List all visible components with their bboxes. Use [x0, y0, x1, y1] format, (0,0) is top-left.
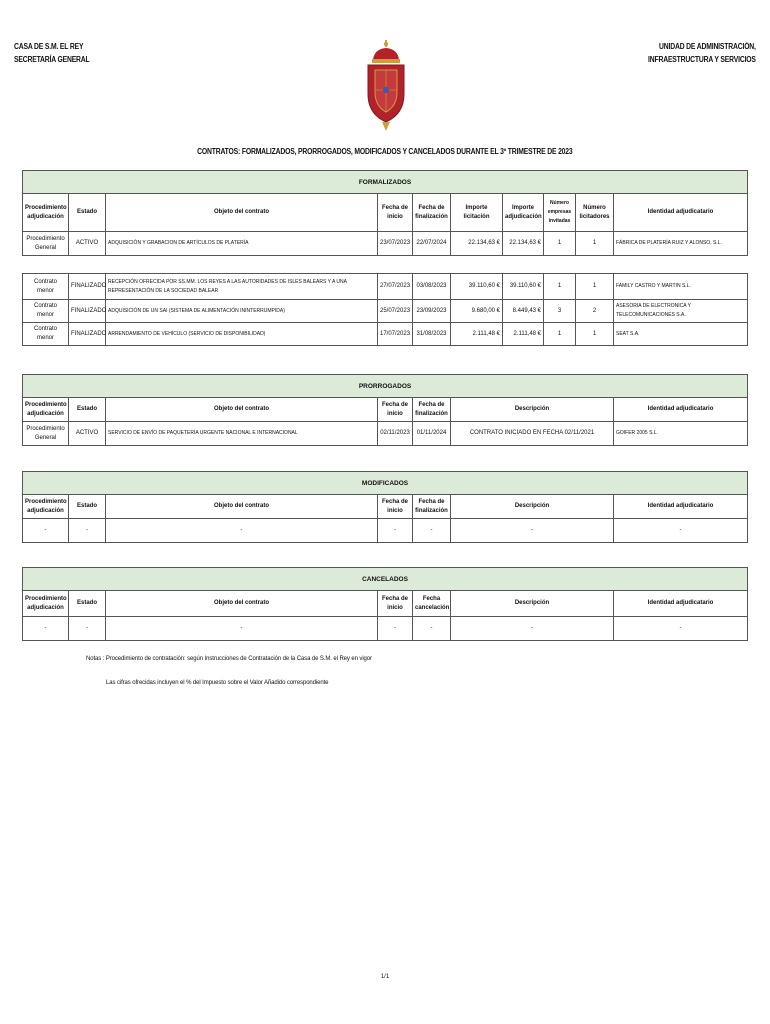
cell-objeto: ADQUISICIÓN DE UN SAI (SISTEMA DE ALIMENTACIÓN ININTERRUMPIDA)	[106, 300, 378, 323]
header-estado: Estado	[69, 398, 106, 422]
cell-fecha-fin: 23/09/2023	[413, 300, 451, 323]
header-identidad-adjudicatario: Identidad adjudicatario	[614, 194, 748, 232]
cell-empty: -	[378, 519, 413, 543]
header-identidad-adjudicatario: Identidad adjudicatario	[614, 398, 748, 422]
header-procedimiento: Procedimiento adjudicación	[23, 194, 69, 232]
header-descripcion: Descripción	[451, 591, 614, 617]
header-descripcion: Descripción	[451, 495, 614, 519]
cell-procedimiento: Procedimiento General	[23, 422, 69, 446]
header-estado: Estado	[69, 495, 106, 519]
cell-descripcion: CONTRATO INICIADO EN FECHA 02/11/2021	[451, 422, 614, 446]
cell-empty: -	[23, 617, 69, 641]
page-number: 1/1	[380, 974, 390, 980]
header-left	[14, 40, 90, 66]
cell-empty: -	[106, 617, 378, 641]
document-title	[0, 147, 770, 156]
cell-licitadores: 1	[576, 232, 614, 256]
header-left-line2: SECRETARÍA GENERAL	[14, 55, 90, 64]
cell-importe-licitacion: 39.110,60 €	[451, 274, 503, 300]
table-row	[23, 232, 748, 256]
table-row	[23, 422, 748, 446]
header-right-line1: UNIDAD DE ADMINISTRACIÓN,	[659, 42, 756, 51]
cell-empty: -	[378, 617, 413, 641]
cell-invitadas: 1	[544, 274, 576, 300]
cancelados-section-title: CANCELADOS	[23, 568, 748, 591]
header-procedimiento: Procedimiento adjudicación	[23, 398, 69, 422]
table-row	[23, 274, 748, 300]
cell-objeto: SERVICIO DE ENVÍO DE PAQUETERÍA URGENTE NACIONAL E INTERNACIONAL	[106, 422, 378, 446]
header-fecha-inicio: Fecha de inicio	[378, 398, 413, 422]
header-fecha-finalizacion: Fecha de finalización	[413, 194, 451, 232]
cell-empty: -	[69, 617, 106, 641]
cell-importe-adjudicacion: 22.134,63 €	[503, 232, 544, 256]
cell-fecha-fin: 31/08/2023	[413, 323, 451, 346]
header-fecha-inicio: Fecha de inicio	[378, 591, 413, 617]
cell-estado: FINALIZADO	[69, 323, 106, 346]
cell-licitadores: 2	[576, 300, 614, 323]
header-right-line2: INFRAESTRUCTURA Y SERVICIOS	[648, 55, 756, 64]
header-procedimiento: Procedimiento adjudicación	[23, 495, 69, 519]
header-identidad-adjudicatario: Identidad adjudicatario	[614, 495, 748, 519]
modificados-section-title: MODIFICADOS	[23, 472, 748, 495]
cell-fecha-fin: 03/08/2023	[413, 274, 451, 300]
cell-empty: -	[614, 519, 748, 543]
header-fecha-finalizacion: Fecha de finalización	[413, 495, 451, 519]
notes-line-2: Las cifras ofrecidas incluyen el % del Impuesto sobre el Valor Añadido correspondiente	[106, 680, 329, 686]
cell-empty: -	[614, 617, 748, 641]
header-estado: Estado	[69, 591, 106, 617]
cell-fecha-inicio: 27/07/2023	[378, 274, 413, 300]
cell-importe-licitacion: 22.134,63 €	[451, 232, 503, 256]
cell-fecha-inicio: 17/07/2023	[378, 323, 413, 346]
cell-fecha-inicio: 25/07/2023	[378, 300, 413, 323]
cell-estado: FINALIZADO	[69, 300, 106, 323]
cell-empty: -	[106, 519, 378, 543]
header-right	[648, 40, 756, 66]
header-identidad-adjudicatario: Identidad adjudicatario	[614, 591, 748, 617]
table-row	[23, 323, 748, 346]
cell-adjudicatario: ASESORIA DE ELECTRONICA Y TELECOMUNICACIONES S.A.	[614, 300, 748, 323]
header-fecha-inicio: Fecha de inicio	[378, 495, 413, 519]
cell-estado: FINALIZADO	[69, 274, 106, 300]
royal-crest-icon	[362, 38, 410, 134]
notes-line-1: Notas : Procedimiento de contratación: según Instrucciones de Contratación de la Casa de S.M. el Rey en vigor	[86, 656, 372, 662]
cell-adjudicatario: FAMILY CASTRO Y MARTIN S.L.	[614, 274, 748, 300]
header-fecha-finalizacion: Fecha de finalización	[413, 398, 451, 422]
cell-estado: ACTIVO	[69, 422, 106, 446]
cell-procedimiento: Contrato menor	[23, 274, 69, 300]
header-estado: Estado	[69, 194, 106, 232]
table-row	[23, 519, 748, 543]
document-title-text: CONTRATOS: FORMALIZADOS, PRORROGADOS, MODIFICADOS Y CANCELADOS DURANTE EL 3º TRIMESTRE DE 2023	[197, 147, 573, 156]
header-descripcion: Descripción	[451, 398, 614, 422]
cell-empty: -	[413, 617, 451, 641]
cell-invitadas: 3	[544, 300, 576, 323]
cell-importe-licitacion: 2.111,48 €	[451, 323, 503, 346]
header-numero-licitadores: Número licitadores	[576, 194, 614, 232]
header-objeto: Objeto del contrato	[106, 495, 378, 519]
table-row	[23, 300, 748, 323]
header-fecha-cancelacion: Fecha cancelación	[413, 591, 451, 617]
header-procedimiento: Procedimiento adjudicación	[23, 591, 69, 617]
cell-fecha-inicio: 23/07/2023	[378, 232, 413, 256]
cell-empty: -	[451, 519, 614, 543]
cell-licitadores: 1	[576, 274, 614, 300]
cell-adjudicatario: SEAT S.A.	[614, 323, 748, 346]
cell-procedimiento: Contrato menor	[23, 323, 69, 346]
cell-importe-adjudicacion: 8.449,43 €	[503, 300, 544, 323]
header-importe-adjudicacion: Importe adjudicación	[503, 194, 544, 232]
cell-importe-adjudicacion: 39.110,60 €	[503, 274, 544, 300]
cell-procedimiento: Contrato menor	[23, 300, 69, 323]
table-row	[23, 617, 748, 641]
header-objeto: Objeto del contrato	[106, 398, 378, 422]
cell-objeto: ARRENDAMIENTO DE VEHÍCULO (SERVICIO DE DISPONIBILIDAD)	[106, 323, 378, 346]
header-fecha-inicio: Fecha de inicio	[378, 194, 413, 232]
cell-licitadores: 1	[576, 323, 614, 346]
cell-objeto: ADQUISICIÓN Y GRABACION DE ARTÍCULOS DE PLATERÍA	[106, 232, 378, 256]
cell-empty: -	[413, 519, 451, 543]
cell-importe-adjudicacion: 2.111,48 €	[503, 323, 544, 346]
cell-procedimiento: Procedimiento General	[23, 232, 69, 256]
cell-invitadas: 1	[544, 232, 576, 256]
cell-objeto: RECEPCIÓN OFRECIDA POR SS.MM. LOS REYES A LAS AUTORIDADES DE ISLES BALEARS Y A UNA REPRESENTACIÓN DE LA SOCIEDAD BALEAR	[106, 274, 378, 300]
header-objeto: Objeto del contrato	[106, 591, 378, 617]
formalizados-table	[22, 170, 748, 346]
prorrogados-table	[22, 374, 748, 446]
cell-fecha-fin: 22/07/2024	[413, 232, 451, 256]
cell-empty: -	[23, 519, 69, 543]
cell-adjudicatario: FÁBRICA DE PLATERÍA RUIZ Y ALONSO, S.L.	[614, 232, 748, 256]
cell-fecha-fin: 01/11/2024	[413, 422, 451, 446]
formalizados-section-title: FORMALIZADOS	[23, 171, 748, 194]
prorrogados-section-title: PRORROGADOS	[23, 375, 748, 398]
modificados-table	[22, 471, 748, 543]
header-left-line1: CASA DE S.M. EL REY	[14, 42, 84, 51]
cell-empty: -	[69, 519, 106, 543]
cell-fecha-inicio: 02/11/2023	[378, 422, 413, 446]
cancelados-table	[22, 567, 748, 641]
cell-estado: ACTIVO	[69, 232, 106, 256]
cell-empty: -	[451, 617, 614, 641]
cell-importe-licitacion: 9.680,00 €	[451, 300, 503, 323]
cell-invitadas: 1	[544, 323, 576, 346]
header-empresas-invitadas: Número empresas invitadas	[544, 194, 576, 232]
cell-adjudicatario: GOIFER 2005 S.L.	[614, 422, 748, 446]
header-importe-licitacion: Importe licitación	[451, 194, 503, 232]
header-objeto: Objeto del contrato	[106, 194, 378, 232]
